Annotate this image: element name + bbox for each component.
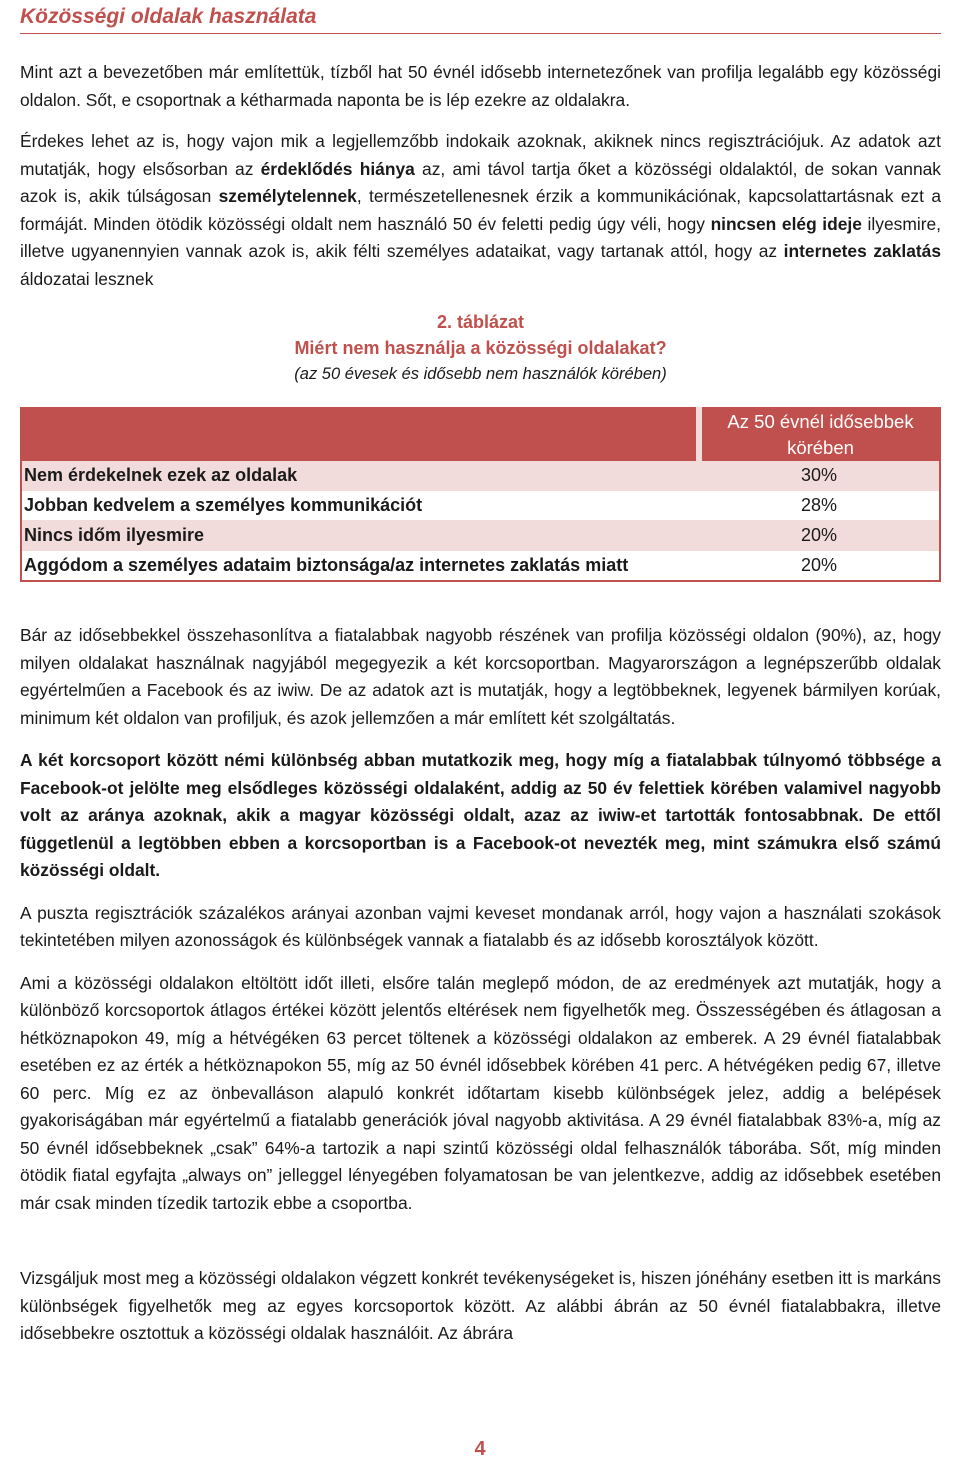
text-run: , természetellenesnek érzik a kommunikációnak, kapcsolattartásnak ezt a formáját. Minden ötödik közösségi oldalt nem használó 50 év feletti pedig úgy véli, hogy bbox=[20, 186, 941, 234]
table-row-value: 20% bbox=[699, 521, 940, 551]
table-row-value: 28% bbox=[699, 491, 940, 521]
text-run: ilyesmire, illetve ugyanennyien vannak azok is, akik félti személyes adataikat, vagy tartanak attól, hogy az bbox=[20, 213, 941, 261]
emphasis-time: nincsen elég ideje bbox=[710, 213, 862, 234]
table-number: 2. táblázat bbox=[436, 312, 525, 332]
table-subtitle: (az 50 évesek és idősebb nem használók körében) bbox=[294, 365, 667, 383]
table-header-empty bbox=[21, 408, 699, 461]
reasons-paragraph bbox=[20, 128, 941, 293]
text-run: az, ami távol tartja őket a közösségi oldalaktól, de sokan vannak azok is, akik túlságosan bbox=[20, 158, 941, 206]
table-title: Miért nem használja a közösségi oldalakat? bbox=[294, 338, 667, 358]
intro-paragraph: Mint azt a bevezetőben már említettük, tízből hat 50 évnél idősebb internetezőnek van profilja legalább egy közösségi oldalon. Sőt, e csoportnak a kétharmada naponta be is lép ezekre az oldalakra. bbox=[20, 62, 941, 110]
table-row bbox=[21, 491, 940, 521]
comparison-paragraph: Bár az idősebbekkel összehasonlítva a fiatalabbak nagyobb részének van profilja közösségi oldalon (90%), az, hogy milyen oldalakat használnak nagyjából megegyezik a két korcsoportban. Magyarországon a legnépszerűbb oldalak egyértelműen a Facebook és az iwiw. De az adatok azt is mutatják, hogy a legtöbbeknek, legyenek bármilyen korúak, minimum két oldalon van profiljuk, és azok jellemzően a már említett két szolgáltatás. bbox=[20, 625, 941, 728]
text-run: Az adatok azt mutatják, hogy elsősorban az bbox=[20, 131, 942, 179]
table-row-label: Nem érdekelnek ezek az oldalak bbox=[21, 461, 699, 491]
intro-question: Érdekes lehet az is, hogy vajon mik a legjellemzőbb indokaik azoknak, akiknek nincs regisztrációjuk. bbox=[20, 131, 825, 151]
table-column-header: Az 50 évnél idősebbek körében bbox=[699, 408, 940, 461]
bold-difference-paragraph: A két korcsoport között némi különbség abban mutatkozik meg, hogy míg a fiatalabbak túlnyomó többsége a Facebook-ot jelölte meg elsődleges közösségi oldalaként, addig az 50 év felettiek körében valamivel nagyobb volt az aránya azoknak, akik a magyar közösségi oldalt, azaz az iwiw-et tartották fontosabbnak. De ettől függetlenül a legtöbben ebben a korcsoportban is a Facebook-ot nevezték meg, mint számukra első számú közösségi oldalt. bbox=[20, 750, 941, 880]
page-number: 4 bbox=[474, 1438, 486, 1460]
table-row bbox=[21, 551, 940, 582]
table-row-label: Aggódom a személyes adataim biztonsága/az internetes zaklatás miatt bbox=[21, 551, 699, 582]
table-row bbox=[21, 461, 940, 491]
table-row-label: Nincs időm ilyesmire bbox=[21, 521, 699, 551]
emphasis-interest: érdeklődés hiánya bbox=[260, 158, 415, 179]
emphasis-impersonal: személytelennek bbox=[218, 186, 357, 206]
emphasis-harassment: internetes zaklatás bbox=[783, 241, 942, 261]
time-spent-paragraph: Ami a közösségi oldalakon eltöltött időt illeti, elsőre talán meglepő módon, de az eredmények azt mutatják, hogy a különböző korcsoportok átlagos értékei között jelentős eltérések nem figyelhetők meg. Összességében és átlagosan a hétköznapokon 49, míg a hétvégéken 63 percet töltenek a közösségi oldalakon az emberek. A 29 évnél fiatalabbak esetében ez az érték a hétköznapokon 55, míg az 50 évnél idősebbek körében 41 perc. A hétvégéken pedig 67, illetve 60 perc. Míg ez az önbevalláson alapuló konkrét időtartam kisebb különbségek jelez, addig a belépések gyakoriságában már egyértelmű a fiatalabb generációk jóval nagyobb aktivitása. A 29 évnél fiatalabbak 83%-a, míg az 50 évnél idősebbeknek „csak” 64%-a tartozik a napi szintű közösségi oldal felhasználók táborába. Sőt, míg minden ötödik fiatal egyfajta „always on” jelleggel lényegében folyamatosan be van jelentkezve, addig az idősebbek esetében már csak minden tízedik tartozik ebbe a csoportba. bbox=[20, 972, 941, 1213]
table-row-label: Jobban kedvelem a személyes kommunikációt bbox=[21, 491, 699, 521]
table-row-value: 20% bbox=[699, 551, 940, 582]
document-page bbox=[20, 0, 941, 1348]
table-header-row bbox=[21, 408, 940, 461]
reasons-table bbox=[20, 407, 941, 582]
table-row bbox=[21, 521, 940, 551]
text-run: áldozatai lesznek bbox=[20, 268, 154, 289]
table-row-value: 30% bbox=[699, 461, 940, 491]
section-heading: Közösségi oldalak használata bbox=[20, 4, 941, 34]
activities-paragraph: Vizsgáljuk most meg a közösségi oldalakon végzett konkrét tevékenységeket is, hiszen jónéhány esetben itt is markáns különbségek figyelhetők meg az egyes korcsoportok között. Az alábbi ábrán az 50 évnél fiatalabbakra, illetve idősebbekre osztottuk a közösségi oldalak használóit. Az ábrára bbox=[20, 1268, 941, 1343]
registrations-paragraph: A puszta regisztrációk százalékos arányai azonban vajmi keveset mondanak arról, hogy vajon a használati szokások tekintetében milyen azonosságok és különbségek vannak a fiatalabb és az idősebb korosztályok között. bbox=[20, 902, 941, 950]
